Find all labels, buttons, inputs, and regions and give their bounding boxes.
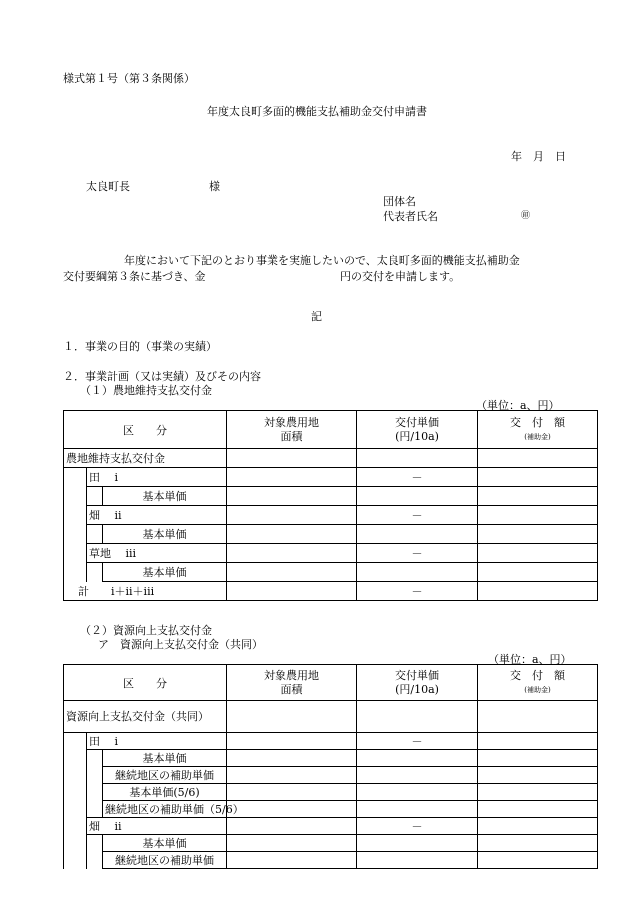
indent-cell	[64, 767, 87, 784]
cell-price[interactable]	[357, 767, 478, 784]
cell-area[interactable]	[227, 852, 357, 869]
header-area-line2: 面積	[280, 429, 303, 443]
header-amount-note: (補助金)	[524, 685, 551, 694]
header-amount-note: (補助金)	[524, 432, 551, 441]
row-base-56: 基本単価(5/6)	[103, 784, 227, 801]
cell-area[interactable]	[227, 733, 357, 750]
row-sochi: 草地 iii	[87, 544, 227, 563]
header-price-line1: 交付単価	[395, 415, 440, 429]
cell-amount[interactable]	[478, 449, 598, 468]
indent-cell	[64, 852, 87, 869]
date-line: 年 月 日	[511, 150, 566, 163]
row-base: 基本単価	[103, 525, 227, 544]
indent-cell	[64, 733, 87, 750]
indent-cell	[64, 468, 87, 487]
indent-cell	[87, 801, 103, 818]
body-line-2b: 円の交付を申請します。	[340, 270, 461, 283]
document-title: 年度太良町多面的機能支払補助金交付申請書	[207, 105, 427, 118]
indent-cell	[64, 544, 87, 563]
cell-price[interactable]	[357, 852, 478, 869]
rep-label: 代表者氏名	[383, 210, 438, 223]
honorific: 様	[209, 180, 220, 193]
header-kubun: 区 分	[64, 665, 227, 701]
cell-price[interactable]	[357, 449, 478, 468]
cell-amount[interactable]	[478, 563, 598, 582]
cell-amount[interactable]	[478, 767, 598, 784]
header-area-line1: 対象農用地	[264, 668, 320, 682]
indent-cell	[64, 835, 87, 852]
cell-area[interactable]	[227, 506, 357, 525]
cell-price[interactable]	[357, 835, 478, 852]
header-price-line2: (円/10a)	[395, 682, 439, 696]
cell-area[interactable]	[227, 784, 357, 801]
row-continuing: 継続地区の補助単価	[103, 852, 227, 869]
cell-area[interactable]	[227, 835, 357, 852]
indent-cell	[64, 506, 87, 525]
cell-price[interactable]	[357, 563, 478, 582]
indent-cell	[64, 525, 87, 544]
cell-area[interactable]	[227, 563, 357, 582]
cell-price-dash: －	[357, 733, 478, 750]
indent-cell	[64, 487, 87, 506]
cell-amount[interactable]	[478, 701, 598, 733]
cell-area[interactable]	[227, 801, 357, 818]
body-line-1: 年度において下記のとおり事業を実施したいので、太良町多面的機能支払補助金	[124, 254, 520, 267]
cell-price-dash: －	[357, 506, 478, 525]
header-amount	[478, 411, 598, 449]
cell-price-dash: －	[357, 818, 478, 835]
cell-area[interactable]	[227, 544, 357, 563]
row-hata: 畑 ii	[87, 818, 227, 835]
cell-price[interactable]	[357, 487, 478, 506]
cell-price[interactable]	[357, 750, 478, 767]
indent-cell	[87, 750, 103, 767]
row-base: 基本単価	[103, 487, 227, 506]
cell-price-dash: －	[357, 544, 478, 563]
cell-amount[interactable]	[478, 544, 598, 563]
section-1: １．事業の目的（事業の実績）	[63, 340, 217, 353]
unit-label-1: （単位：a、円）	[476, 399, 560, 412]
unit-label-2: （単位：a、円）	[488, 653, 572, 666]
row-main: 農地維持支払交付金	[64, 449, 227, 468]
cell-area[interactable]	[227, 487, 357, 506]
row-ta: 田 i	[87, 733, 227, 750]
section-2: ２．事業計画（又は実績）及びその内容	[63, 370, 261, 383]
cell-amount[interactable]	[478, 852, 598, 869]
indent-cell	[87, 563, 103, 582]
cell-amount[interactable]	[478, 801, 598, 818]
indent-cell	[87, 784, 103, 801]
header-price-line2: (円/10a)	[395, 429, 439, 443]
indent-cell	[64, 818, 87, 835]
row-main: 資源向上支払交付金（共同）	[64, 701, 227, 733]
row-continuing: 継続地区の補助単価	[103, 767, 227, 784]
row-continuing-56: 継続地区の補助単価（5/6）	[103, 801, 227, 818]
body-line-2a: 交付要綱第３条に基づき、金	[63, 270, 206, 283]
cell-amount[interactable]	[478, 733, 598, 750]
form-number: 様式第１号（第３条関係）	[63, 72, 195, 85]
indent-cell	[87, 852, 103, 869]
indent-cell	[64, 750, 87, 767]
cell-area[interactable]	[227, 525, 357, 544]
cell-amount[interactable]	[478, 582, 598, 601]
indent-cell	[87, 487, 103, 506]
table-farmland	[63, 410, 598, 601]
cell-amount[interactable]	[478, 487, 598, 506]
header-area	[227, 411, 357, 449]
cell-price-dash: －	[357, 468, 478, 487]
subsection-1: （１）農地維持支払交付金	[80, 384, 212, 397]
cell-area[interactable]	[227, 767, 357, 784]
header-kubun: 区 分	[64, 411, 227, 449]
row-total: 計 i＋ii＋iii	[64, 582, 227, 601]
cell-area[interactable]	[227, 818, 357, 835]
cell-amount[interactable]	[478, 784, 598, 801]
subsection-2a: ア 資源向上支払交付金（共同）	[98, 638, 263, 651]
table-resource	[63, 664, 598, 869]
row-base: 基本単価	[103, 835, 227, 852]
indent-cell	[64, 801, 87, 818]
cell-amount[interactable]	[478, 468, 598, 487]
org-label: 団体名	[383, 195, 416, 208]
indent-cell	[87, 767, 103, 784]
header-amount-line1: 交 付 額	[510, 668, 566, 682]
cell-amount[interactable]	[478, 525, 598, 544]
cell-area[interactable]	[227, 582, 357, 601]
header-price-line1: 交付単価	[395, 668, 440, 682]
header-area-line1: 対象農用地	[264, 415, 320, 429]
header-amount	[478, 665, 598, 701]
indent-cell	[87, 525, 103, 544]
subsection-2: （２）資源向上支払交付金	[80, 624, 212, 637]
cell-price-dash: －	[357, 582, 478, 601]
row-base: 基本単価	[103, 563, 227, 582]
cell-area[interactable]	[227, 701, 357, 733]
cell-amount[interactable]	[478, 506, 598, 525]
header-price	[357, 665, 478, 701]
cell-amount[interactable]	[478, 835, 598, 852]
cell-area[interactable]	[227, 449, 357, 468]
seal-mark: ㊞	[521, 211, 531, 221]
header-price	[357, 411, 478, 449]
cell-amount[interactable]	[478, 750, 598, 767]
indent-cell	[87, 835, 103, 852]
cell-amount[interactable]	[478, 818, 598, 835]
header-amount-line1: 交 付 額	[510, 415, 566, 429]
cell-price[interactable]	[357, 701, 478, 733]
header-area	[227, 665, 357, 701]
row-hata: 畑 ii	[87, 506, 227, 525]
cell-price[interactable]	[357, 801, 478, 818]
indent-cell	[64, 563, 87, 582]
cell-price[interactable]	[357, 525, 478, 544]
header-area-line2: 面積	[280, 682, 303, 696]
addressee: 太良町長	[86, 180, 130, 193]
ki-mark: 記	[311, 310, 322, 323]
cell-price[interactable]	[357, 784, 478, 801]
indent-cell	[64, 784, 87, 801]
cell-area[interactable]	[227, 750, 357, 767]
row-base: 基本単価	[103, 750, 227, 767]
cell-area[interactable]	[227, 468, 357, 487]
row-ta: 田 i	[87, 468, 227, 487]
